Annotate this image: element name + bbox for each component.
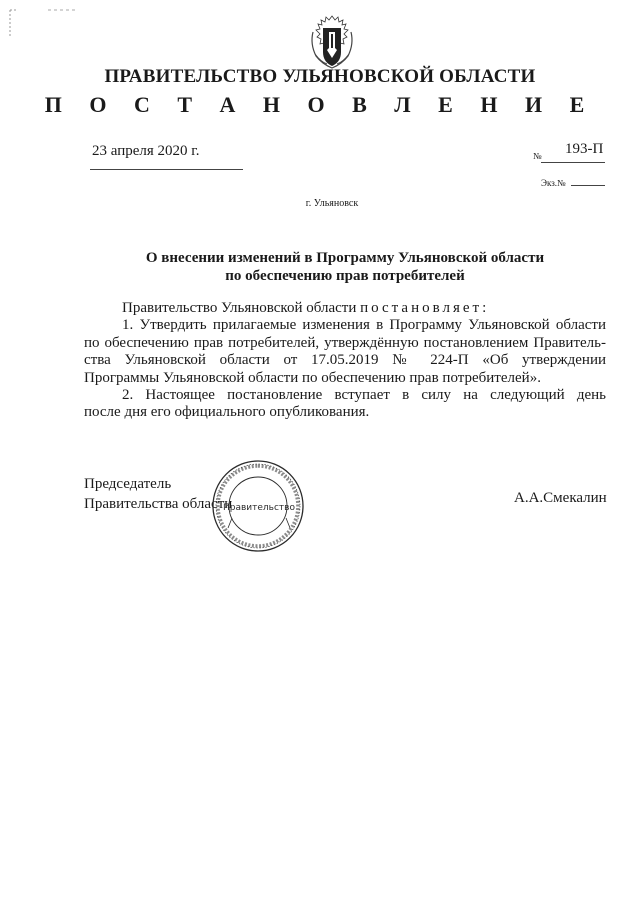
preamble	[84, 300, 606, 317]
preamble-subject: Правительство Ульяновской области	[122, 300, 357, 316]
item-1-line-1: 1. Утвердить прилагаемые изменения в Программу Ульяновской области	[122, 317, 606, 334]
scan-corner-mark	[8, 8, 78, 48]
preamble-verb: постановляет:	[360, 300, 490, 316]
number-sign: №	[533, 151, 542, 161]
document-body	[84, 300, 606, 422]
item-2-line-1: 2. Настоящее постановление вступает в силу на следующий день	[122, 387, 606, 404]
subject-line-2: по обеспечению прав потребителей	[225, 268, 465, 284]
number-underline	[541, 162, 605, 163]
coat-of-arms-emblem	[307, 14, 357, 70]
date-underline	[90, 169, 243, 170]
copy-number-underline	[571, 185, 605, 186]
seal-center-text: Правительство	[223, 503, 295, 513]
signer-title-line-1: Председатель	[84, 476, 172, 492]
document-date: 23 апреля 2020 г.	[92, 143, 200, 159]
item-1-line-3: ства Ульяновской области от 17.05.2019 № 224-П «Об утверждении	[84, 352, 606, 369]
document-type-title: П О С Т А Н О В Л Е Н И Е	[44, 92, 596, 117]
signer-name: А.А.Смекалин	[514, 490, 607, 506]
document-subject	[120, 249, 570, 285]
subject-line-1: О внесении изменений в Программу Ульяновской области	[145, 250, 545, 266]
document-number: 193-П	[565, 141, 604, 157]
copy-number-label: Экз.№	[541, 178, 566, 188]
signer-title-line-2: Правительства области	[84, 496, 233, 512]
item-2-line-2: после дня его официального опубликования.	[84, 404, 370, 421]
official-seal-stamp	[210, 458, 306, 554]
item-1-line-4: Программы Ульяновской области по обеспечению прав потребителей».	[84, 369, 541, 386]
item-1-line-2: по обеспечению прав потребителей, утверждённую постановлением Правитель-	[84, 334, 606, 351]
city-label: г. Ульяновск	[305, 198, 359, 209]
government-title: ПРАВИТЕЛЬСТВО УЛЬЯНОВСКОЙ ОБЛАСТИ	[104, 66, 536, 87]
